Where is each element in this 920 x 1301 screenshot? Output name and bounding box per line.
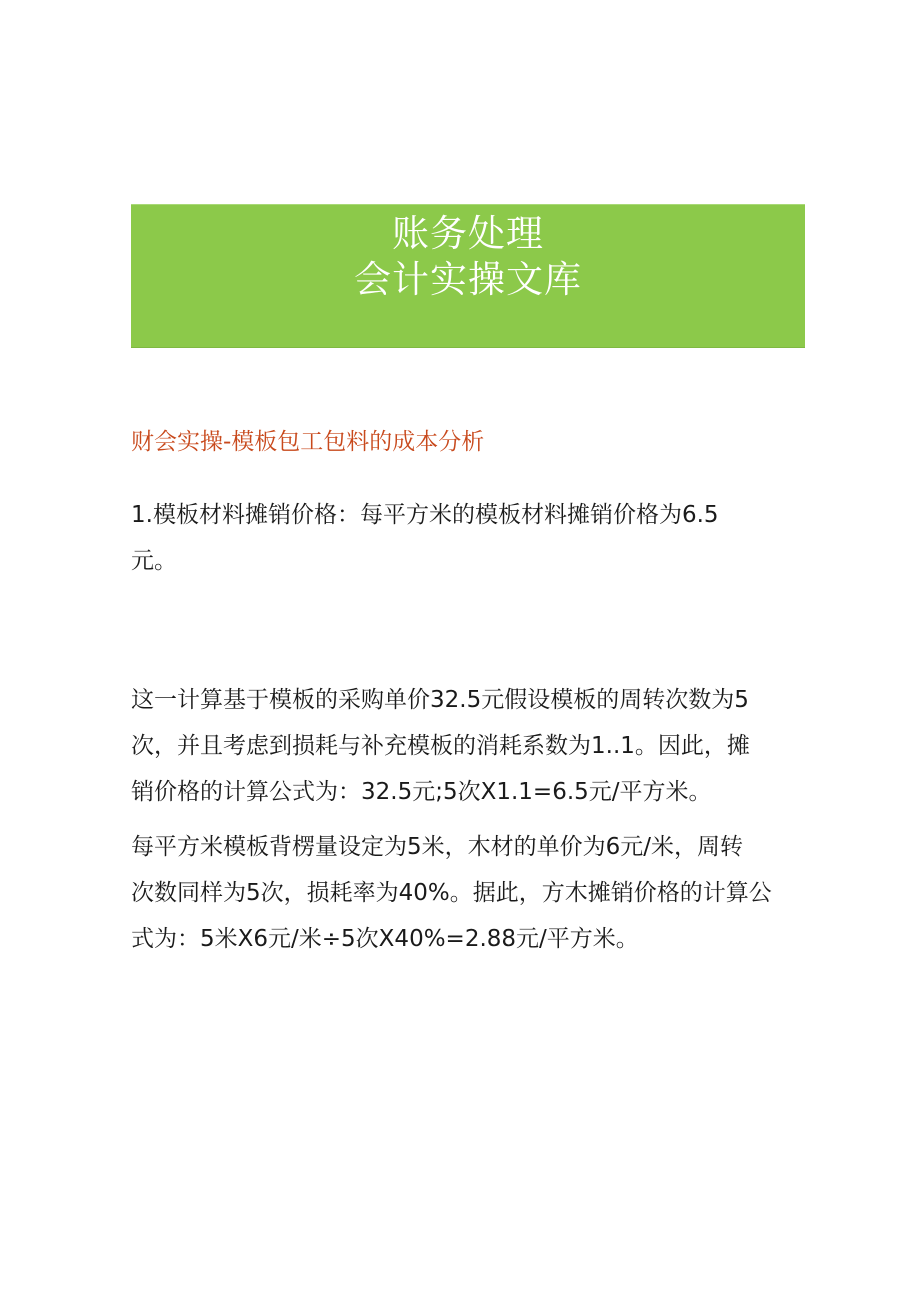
paragraph-line: 次，并且考虑到损耗与补充模板的消耗系数为1..1。因此，摊 (131, 733, 750, 759)
paragraph-line: 1.模板材料摊销价格：每平方米的模板材料摊销价格为6.5 (131, 502, 719, 528)
banner-title-line-1: 账务处理 (392, 212, 544, 255)
paragraph-1 (131, 492, 811, 584)
paragraph-line: 式为：5米X6元/米÷5次X40%=2.88元/平方米。 (131, 926, 639, 952)
paragraph-3 (131, 824, 811, 962)
banner-title-line-2: 会计实操文库 (354, 258, 582, 301)
paragraph-line: 这一计算基于模板的采购单价32.5元假设模板的周转次数为5 (131, 687, 749, 713)
header-banner (131, 204, 805, 348)
paragraph-line: 元。 (131, 548, 177, 574)
paragraph-2 (131, 677, 811, 815)
paragraph-line: 每平方米模板背楞量设定为5米，木材的单价为6元/米，周转 (131, 834, 744, 860)
paragraph-line: 销价格的计算公式为：32.5元;5次X1.1=6.5元/平方米。 (131, 779, 712, 805)
paragraph-line: 次数同样为5次，损耗率为40%。据此，方木摊销价格的计算公 (131, 880, 772, 906)
document-title: 财会实操-模板包工包料的成本分析 (131, 429, 485, 455)
